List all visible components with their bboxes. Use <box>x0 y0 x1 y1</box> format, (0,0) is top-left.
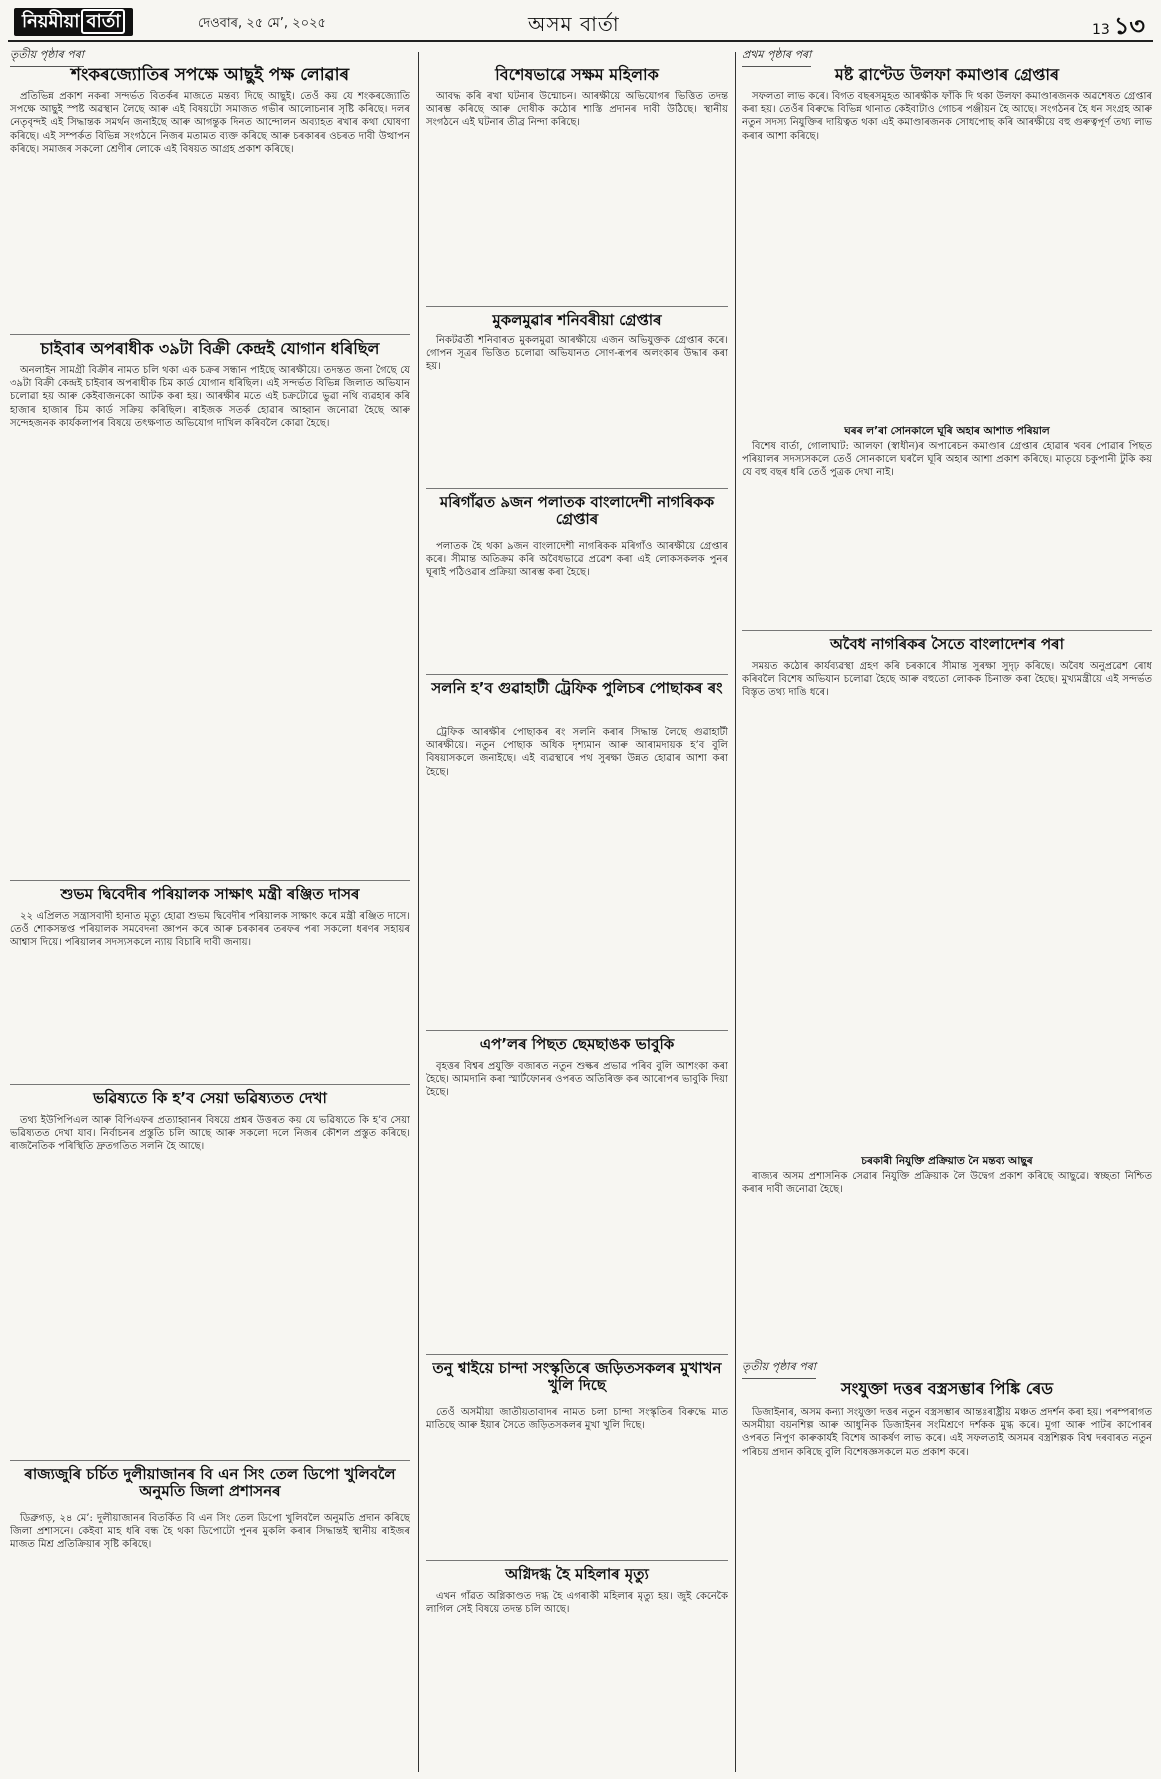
continuation-right-bottom: তৃতীয় পৃষ্ঠাৰ পৰা <box>742 1358 816 1379</box>
text-a4: তথ্য ইউপিপিএল আৰু বিপিএফৰ প্ৰত্যাহ্বানৰ বিষয়ে প্ৰশ্নৰ উত্তৰত কয় যে ভৱিষ্যতে কি হ’ব সেয়া ভৱিষ্যতত দেখা যাব। নিৰ্বাচনৰ প্ৰস্তুতি চলি আছে আৰু সকলো দলে নিজৰ কৌশল প্ৰস্তুত কৰিছে। ৰাজনৈতিক পৰিস্থিতি দ্ৰুতগতিত সলনি হৈ আছে। <box>10 1115 410 1153</box>
headline-a15: সংযুক্তা দত্তৰ বস্ত্ৰসম্ভাৰ পিঙ্কি ৰেড <box>840 1379 1054 1398</box>
headline-a9: সলনি হ’ব গুৱাহাটী ট্ৰেফিক পুলিচৰ পোছাকৰ ৰং <box>431 679 723 697</box>
headline-a4: ভৱিষ্যতে কি হ’ব সেয়া ভৱিষ্যতত দেখা <box>93 1089 327 1107</box>
text-a11: তেওঁ অসমীয়া জাতীয়তাবাদৰ নামত চলা চান্দা সংস্কৃতিৰ বিৰুদ্ধে মাত মাতিছে আৰু ইয়াৰ সৈতে জড়িতসকলৰ মুখা খুলি দিছে। <box>426 1407 728 1432</box>
headline-a14: অবৈধ নাগৰিকৰ সৈতে বাংলাদেশৰ পৰা <box>830 635 1064 653</box>
body-a8 <box>426 540 728 670</box>
divider <box>426 674 728 675</box>
headline-a12: অগ্নিদগ্ধ হৈ মহিলাৰ মৃত্যু <box>505 1565 649 1583</box>
divider <box>742 630 1152 631</box>
body-a3 <box>10 910 410 1080</box>
body-a9 <box>426 726 728 1026</box>
subheadline-a14: চৰকাৰী নিযুক্তি প্ৰক্ৰিয়াত নৈ মন্তব্য আছুৰ <box>861 1155 1033 1167</box>
headline-a2: চাইবাৰ অপৰাধীক ৩৯টা বিক্ৰী কেন্দ্ৰই যোগান ধৰিছিল <box>40 339 380 358</box>
body-a13-sub <box>742 440 1152 626</box>
column-rule-left <box>418 52 419 1772</box>
text-a7: নিকটৱৰ্তী শনিবাৰত মুকলমুৱা আৰক্ষীয়ে এজন অভিযুক্তক গ্ৰেপ্তাৰ কৰে। গোপন সূত্ৰৰ ভিত্তিত চলোৱা অভিযানত সোণ-ৰূপৰ অলংকাৰ উদ্ধাৰ কৰা হয়। <box>426 335 728 373</box>
masthead <box>8 6 1153 42</box>
text-a14-sub: ৰাজ্যৰ অসম প্ৰশাসনিক সেৱাৰ নিযুক্তি প্ৰক্ৰিয়াক লৈ উদ্বেগ প্ৰকাশ কৰিছে আছুৱে। স্বচ্ছতা নিশ্চিত কৰাৰ দাবী জনোৱা হৈছে। <box>742 1171 1152 1196</box>
divider <box>10 1084 410 1085</box>
text-a13: সফলতা লাভ কৰে। বিগত বছৰসমূহত আৰক্ষীক ফাঁকি দি থকা উলফা কমাণ্ডাৰজনক অৱশেষত গ্ৰেপ্তাৰ কৰা হয়। তেওঁৰ বিৰুদ্ধে বিভিন্ন থানাত কেইবাটাও গোচৰ পঞ্জীয়ন হৈ আছে। সংগঠনৰ হৈ ধন সংগ্ৰহ আৰু নতুন সদস্য নিযুক্তিৰ দায়িত্বত থকা এই কমাণ্ডাৰজনক সোধপোছ কৰি আৰক্ষীয়ে বহু গুৰুত্বপূৰ্ণ তথ্য লাভ কৰাৰ আশা কৰিছে। <box>742 91 1152 142</box>
text-a8: পলাতক হৈ থকা ৯জন বাংলাদেশী নাগৰিকক মৰিগাঁও আৰক্ষীয়ে গ্ৰেপ্তাৰ কৰে। সীমান্ত অতিক্ৰম কৰি অবৈধভাৱে প্ৰৱেশ কৰা এই লোকসকলক পুনৰ ঘূৰাই পঠিওৱাৰ প্ৰক্ৰিয়া আৰম্ভ কৰা হৈছে। <box>426 541 728 579</box>
text-a1: প্ৰতিভিন্ন প্ৰকাশ নকৰা সন্দৰ্ভত বিতৰ্কৰ মাজতে মন্তব্য দিছে আছুই। তেওঁ কয় যে শংকৰজ্যোতি সপক্ষে আছুই স্পষ্ট অৱস্থান লৈছে আৰু এই বিষয়টো সমাজত গভীৰ আলোচনাৰ সৃষ্টি কৰিছে। দলৰ নেতৃবৃন্দই এই সিদ্ধান্তক সমৰ্থন জনাইছে আৰু আগন্তুক দিনত আন্দোলন অব্যাহত ৰখাৰ কথা ঘোষণা কৰিছে। এই সম্পৰ্কত বিভিন্ন সংগঠনে নিজৰ মতামত ব্যক্ত কৰিছে আৰু চৰকাৰৰ ওচৰত দাবী উত্থাপন কৰিছে। সমাজৰ সকলো শ্ৰেণীৰ লোকে এই বিষয়ত আগ্ৰহ প্ৰকাশ কৰিছে। <box>10 91 410 155</box>
divider <box>426 488 728 489</box>
body-a11 <box>426 1406 728 1556</box>
body-a5 <box>10 1512 410 1770</box>
newspaper-logo <box>14 8 133 36</box>
divider <box>426 306 728 307</box>
body-a14 <box>742 660 1152 1150</box>
page-number-local: ১৩ <box>1113 12 1145 40</box>
text-a9: ট্ৰেফিক আৰক্ষীৰ পোছাকৰ ৰং সলনি কৰাৰ সিদ্ধান্ত লৈছে গুৱাহাটী আৰক্ষীয়ে। নতুন পোছাক অধিক দৃশ্যমান আৰু আৰামদায়ক হ’ব বুলি বিষয়াসকলে জনাইছে। এই ব্যৱস্থাৰে পথ সুৰক্ষা উন্নত হোৱাৰ আশা কৰা হৈছে। <box>426 727 728 778</box>
text-a3: ২২ এপ্ৰিলত সন্ত্ৰাসবাদী হানাত মৃত্যু হোৱা শুভম দ্বিবেদীৰ পৰিয়ালক সাক্ষাৎ কৰে মন্ত্ৰী ৰঞ্জিত দাসে। তেওঁ শোকসন্তপ্ত পৰিয়ালক সমবেদনা জ্ঞাপন কৰে আৰু চৰকাৰৰ তৰফৰ পৰা সকলো ধৰণৰ সহায়ৰ আশ্বাস দিয়ে। পৰিয়ালৰ সদস্যসকলে ন্যায় বিচাৰি দাবী জনায়। <box>10 911 410 949</box>
continuation-right-top: প্ৰথম পৃষ্ঠাৰ পৰা <box>742 46 811 67</box>
body-a12 <box>426 1590 728 1770</box>
body-a2 <box>10 364 410 874</box>
column-rule-right <box>735 52 736 1772</box>
headline-a8: মৰিগাঁৱত ৯জন পলাতক বাংলাদেশী নাগৰিকক গ্ৰেপ্তাৰ <box>439 493 715 529</box>
headline-a3: শুভম দ্বিবেদীৰ পৰিয়ালক সাক্ষাৎ মন্ত্ৰী ৰঞ্জিত দাসৰ <box>60 885 360 903</box>
body-a1 <box>10 90 410 330</box>
headline-a5: ৰাজ্যজুৰি চৰ্চিত দুলীয়াজানৰ বি এন সিং তেল ডিপো খুলিবলৈ অনুমতি জিলা প্ৰশাসনৰ <box>24 1465 396 1501</box>
logo-text: নিয়মীয়া <box>22 11 80 32</box>
section-title: অসম বাৰ্তা <box>528 12 620 36</box>
body-a10 <box>426 1060 728 1350</box>
text-a10: বৃহত্তৰ বিশ্বৰ প্ৰযুক্তি বজাৰত নতুন শুল্কৰ প্ৰভাৱ পৰিব বুলি আশংকা কৰা হৈছে। আমদানি কৰা স্মাৰ্টফোনৰ ওপৰত অতিৰিক্ত কৰ আৰোপৰ ভাবুকি দিয়া হৈছে। <box>426 1061 728 1099</box>
body-a14-sub <box>742 1170 1152 1350</box>
headline-a13: মষ্ট ৱাণ্টেড উলফা কমাণ্ডাৰ গ্ৰেপ্তাৰ <box>834 65 1060 84</box>
text-a2: অনলাইন সামগ্ৰী বিক্ৰীৰ নামত চলি থকা এক চক্ৰৰ সন্ধান পাইছে আৰক্ষীয়ে। তদন্তত জনা গৈছে যে ৩৯টা বিক্ৰী কেন্দ্ৰই চাইবাৰ অপৰাধীক চিম কাৰ্ড যোগান ধৰিছিল। এই সন্দৰ্ভত বিভিন্ন জিলাত অভিযান চলোৱা হয় আৰু কেইবাজনকো আটক কৰা হয়। আৰক্ষীৰ মতে এই চক্ৰটোৱে ভুৱা নথি ব্যৱহাৰ কৰি হাজাৰ হাজাৰ চিম কাৰ্ড সক্ৰিয় কৰিছিল। ৰাইজক সতৰ্ক হোৱাৰ আহ্বান জনোৱা হৈছে আৰু সন্দেহজনক কাৰ্যকলাপৰ বিষয়ে তৎক্ষণাত অভিযোগ দাখিল কৰিবলৈ কোৱা হৈছে। <box>10 365 410 429</box>
divider <box>10 334 410 335</box>
headline-a1: শংকৰজ্যোতিৰ সপক্ষে আছুই পক্ষ লোৱাৰ <box>70 65 350 85</box>
headline-a10: এপ’লৰ পিছত ছেমছাঙক ভাবুকি <box>479 1035 675 1053</box>
headline-a7: মুকলমুৱাৰ শনিবৰীয়া গ্ৰেপ্তাৰ <box>492 311 662 329</box>
page-number <box>1092 8 1145 48</box>
text-a15: ডিজাইনাৰ, অসম কন্যা সংযুক্তা দত্তৰ নতুন বস্ত্ৰসম্ভাৰ আন্তঃৰাষ্ট্ৰীয় মঞ্চত প্ৰদৰ্শন কৰা হয়। পৰম্পৰাগত অসমীয়া বয়নশিল্প আৰু আধুনিক ডিজাইনৰ সংমিশ্ৰণে দৰ্শকক মুগ্ধ কৰে। মুগা আৰু পাটৰ কাপোৰৰ ওপৰত নিপুণ কাৰুকাৰ্যই বিশেষ আকৰ্ষণ লাভ কৰে। এই সফলতাই অসমৰ বস্ত্ৰশিল্পক বিশ্ব দৰবাৰত নতুন পৰিচয় প্ৰদান কৰিছে বুলি বিশেষজ্ঞসকলে মত প্ৰকাশ কৰে। <box>742 1407 1152 1458</box>
headline-a6: বিশেষভাৱে সক্ষম মহিলাক <box>495 65 659 84</box>
body-a7 <box>426 334 728 484</box>
divider <box>426 1354 728 1355</box>
text-a14: সময়ত কঠোৰ কাৰ্যব্যৱস্থা গ্ৰহণ কৰি চৰকাৰে সীমান্ত সুৰক্ষা সুদৃঢ় কৰিছে। অবৈধ অনুপ্ৰৱেশ ৰোধ কৰিবলৈ বিশেষ অভিযান চলোৱা হৈছে আৰু বহুতো লোকক চিনাক্ত কৰা হৈছে। মুখ্যমন্ত্ৰীয়ে এই সন্দৰ্ভত বিস্তৃত তথ্য দাঙি ধৰে। <box>742 661 1152 699</box>
headline-a11: তনু শ্বাইয়ে চান্দা সংস্কৃতিৰে জড়িতসকলৰ মুখাখন খুলি দিছে <box>432 1359 722 1395</box>
body-a15 <box>742 1406 1152 1770</box>
text-a6: আবদ্ধ কৰি ৰখা ঘটনাৰ উন্মোচন। আৰক্ষীয়ে অভিযোগৰ ভিত্তিত তদন্ত আৰম্ভ কৰিছে আৰু দোষীক কঠোৰ শাস্তি প্ৰদানৰ দাবী উঠিছে। স্থানীয় সংগঠনে এই ঘটনাৰ তীব্ৰ নিন্দা কৰিছে। <box>426 91 728 129</box>
subheadline-a13: ঘৰৰ ল’ৰা সোনকালে ঘূৰি অহাৰ আশাত পৰিয়াল <box>844 425 1050 437</box>
continuation-left-top: তৃতীয় পৃষ্ঠাৰ পৰা <box>10 46 84 67</box>
body-a4 <box>10 1114 410 1454</box>
divider <box>10 1460 410 1461</box>
dateline: দেওবাৰ, ২৫ মে’, ২০২৫ <box>198 16 326 31</box>
text-a5: ডিব্ৰুগড়, ২৪ মে’: দুলীয়াজানৰ বিতৰ্কিত বি এন সিং তেল ডিপো খুলিবলৈ অনুমতি প্ৰদান কৰিছে জিলা প্ৰশাসনে। কেইবা মাহ ধৰি বন্ধ হৈ থকা ডিপোটো পুনৰ মুকলি কৰাৰ সিদ্ধান্তই স্থানীয় ৰাইজৰ মাজত মিশ্ৰ প্ৰতিক্ৰিয়াৰ সৃষ্টি কৰিছে। <box>10 1513 410 1551</box>
logo-accent: বাৰ্তা <box>81 9 125 34</box>
divider <box>426 1560 728 1561</box>
text-a13-sub: বিশেষ বাৰ্তা, গোলাঘাট: আলফা (স্বাধীন)ৰ অপাৰেচন কমাণ্ডাৰ গ্ৰেপ্তাৰ হোৱাৰ খবৰ পোৱাৰ পিছত পৰিয়ালৰ সদস্যসকলে তেওঁ সোনকালে ঘৰলৈ ঘূৰি অহাৰ আশা প্ৰকাশ কৰিছে। মাতৃয়ে চকুপানী টুকি কয় যে বহু বছৰ ধৰি তেওঁ পুত্ৰক দেখা নাই। <box>742 441 1152 479</box>
divider <box>10 880 410 881</box>
body-a13 <box>742 90 1152 420</box>
body-a6 <box>426 90 728 302</box>
page-number-latin: 13 <box>1091 22 1110 38</box>
divider <box>426 1030 728 1031</box>
text-a12: এখন গাঁৱত অগ্নিকাণ্ডত দগ্ধ হৈ এগৰাকী মহিলাৰ মৃত্যু হয়। জুই কেনেকৈ লাগিল সেই বিষয়ে তদন্ত চলি আছে। <box>426 1591 728 1616</box>
